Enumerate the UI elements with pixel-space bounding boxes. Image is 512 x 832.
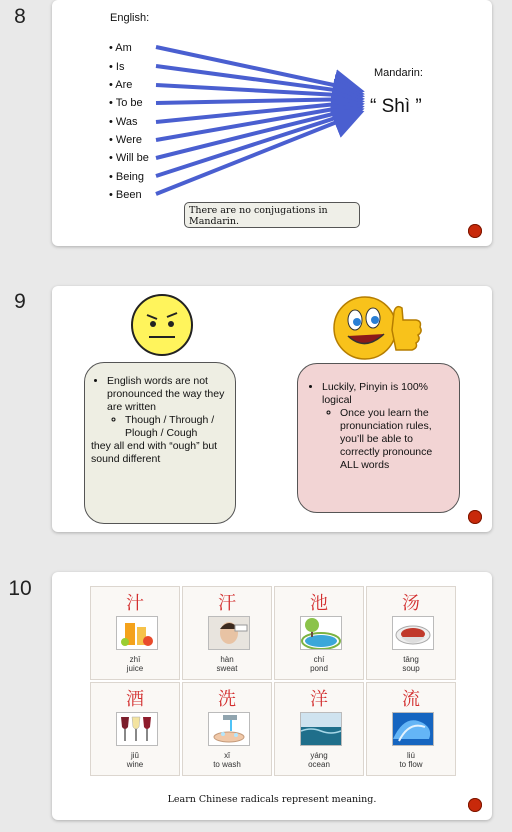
radical-pinyin: hàn — [220, 655, 234, 664]
english-item: • Being — [109, 171, 145, 183]
juice-icon — [116, 616, 158, 650]
radical-card — [90, 586, 180, 680]
radical-meaning: juice — [126, 664, 144, 673]
radical-pinyin: xǐ — [224, 751, 230, 760]
bubble-subbullet: ◦ Though / Through / Plough / Cough — [125, 414, 229, 440]
english-title: English: — [110, 12, 150, 24]
slide-number-8: 8 — [14, 5, 26, 28]
ocean-icon — [300, 712, 342, 746]
slide-thumbnail-8[interactable] — [52, 0, 492, 246]
radical-meaning: wine — [126, 760, 144, 769]
flow-icon — [392, 712, 434, 746]
pinyin-bubble — [297, 363, 460, 513]
radical-char: 洗 — [218, 689, 236, 710]
english-item: • Was — [109, 116, 138, 128]
english-item: • Were — [109, 134, 142, 146]
radical-meaning: ocean — [308, 760, 330, 769]
bubble-bullet: • Luckily, Pinyin is 100% logical — [322, 381, 451, 407]
radicals-grid — [90, 586, 458, 776]
radical-pinyin: zhī — [129, 655, 141, 664]
radical-card — [274, 682, 364, 776]
wine-icon — [116, 712, 158, 746]
radical-pinyin: yáng — [310, 751, 328, 760]
sweat-icon — [208, 616, 250, 650]
english-item: • To be — [109, 97, 143, 109]
english-item: • Is — [109, 61, 125, 73]
radical-char: 汗 — [218, 593, 236, 614]
radical-card — [182, 586, 272, 680]
radical-char: 流 — [402, 689, 420, 710]
wash-icon — [208, 712, 250, 746]
radical-char: 酒 — [126, 689, 144, 710]
note-box: There are no conjugations in Mandarin. — [184, 202, 360, 228]
english-item: • Are — [109, 79, 133, 91]
radical-meaning: to flow — [399, 760, 423, 769]
radical-card — [90, 682, 180, 776]
bubble-subbullet: ◦ Once you learn the pronunciation rules, you’ll be able to correctly pronounce ALL words — [340, 407, 451, 472]
slide-thumbnail-9[interactable] — [52, 286, 492, 532]
english-item: • Will be — [109, 152, 149, 164]
slide-marker-dot — [468, 224, 482, 238]
radical-card — [182, 682, 272, 776]
radical-char: 池 — [310, 593, 328, 614]
soup-icon — [392, 616, 434, 650]
mandarin-word: “ Shì ” — [370, 96, 422, 117]
radical-pinyin: liú — [406, 751, 415, 760]
bubble-tail-text: they all end with “ough” but sound different — [91, 440, 218, 465]
radical-meaning: to wash — [213, 760, 241, 769]
thumbs-up-emoji-icon — [330, 290, 426, 362]
mandarin-title: Mandarin: — [374, 67, 423, 79]
slide-marker-dot — [468, 798, 482, 812]
radical-pinyin: jiǔ — [130, 751, 139, 760]
radical-meaning: sweat — [216, 664, 238, 673]
radical-card — [274, 586, 364, 680]
radical-char: 汤 — [402, 593, 420, 614]
english-item: • Am — [109, 42, 132, 54]
neutral-face-icon — [129, 292, 195, 358]
radical-char: 洋 — [310, 689, 328, 710]
radical-card — [366, 682, 456, 776]
slide-caption: Learn Chinese radicals represent meaning. — [167, 794, 377, 805]
radical-card — [366, 586, 456, 680]
radical-char: 汁 — [126, 593, 144, 614]
radical-pinyin: chí — [313, 655, 325, 664]
slide-number-10: 10 — [8, 577, 32, 600]
bubble-bullet: • English words are not pronounced the way they are written — [107, 375, 229, 414]
english-bubble — [84, 362, 236, 524]
radical-meaning: pond — [310, 664, 328, 673]
slide-marker-dot — [468, 510, 482, 524]
english-item: • Been — [109, 189, 142, 201]
slide-thumbnail-10[interactable] — [52, 572, 492, 820]
radical-meaning: soup — [402, 664, 420, 673]
pond-icon — [300, 616, 342, 650]
radical-pinyin: tāng — [403, 655, 419, 664]
slide-number-9: 9 — [14, 290, 26, 313]
